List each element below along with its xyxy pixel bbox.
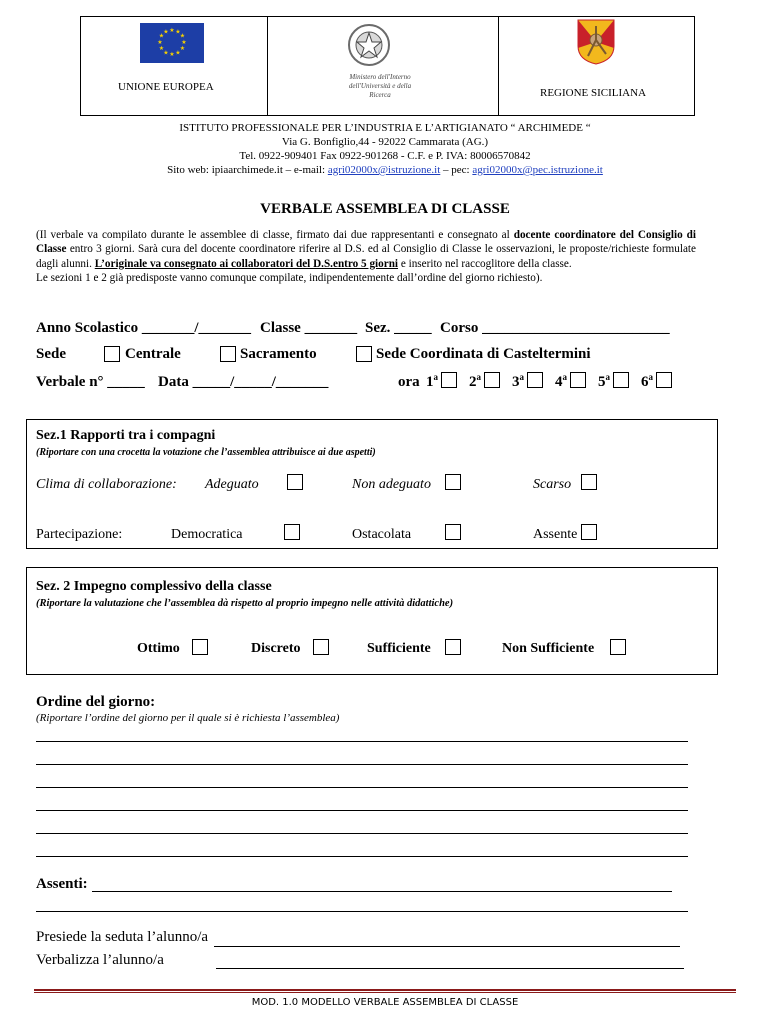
sufficiente-checkbox[interactable] xyxy=(445,639,461,655)
anno-field[interactable]: Anno Scolastico _______/_______ xyxy=(36,320,252,336)
svg-text:★: ★ xyxy=(179,45,186,52)
hour-label-2: 2 xyxy=(469,374,477,390)
email-link[interactable]: agri02000x@istruzione.it xyxy=(327,164,441,176)
scarso-label: Scarso xyxy=(533,477,572,492)
sicily-emblem-icon xyxy=(576,18,616,66)
non-adeguato-checkbox[interactable] xyxy=(445,474,461,490)
adeguato-checkbox[interactable] xyxy=(287,474,303,490)
sacramento-label: Sacramento xyxy=(240,346,317,362)
intro-text-2: entro 3 giorni. Sarà cura del docente coordinatore riferire al D.S. ed al Consiglio di Classe le osservazioni, le proposte/richieste formulate dagli alunni. xyxy=(36,243,696,270)
svg-text:★: ★ xyxy=(181,39,187,46)
assenti-line-2[interactable] xyxy=(36,911,688,912)
hour-suffix: a xyxy=(562,372,567,382)
svg-text:★: ★ xyxy=(175,49,181,57)
hour-option-6 xyxy=(641,372,672,391)
assenti-line[interactable] xyxy=(92,891,672,892)
partecipazione-label: Partecipazione: xyxy=(36,527,123,542)
ordine-line-4[interactable] xyxy=(36,810,688,811)
verbale-field[interactable]: Verbale n° _____ xyxy=(36,374,145,390)
hour-3-checkbox[interactable] xyxy=(527,372,543,388)
ottimo-checkbox[interactable] xyxy=(192,639,208,655)
ostacolata-checkbox[interactable] xyxy=(445,524,461,540)
italian-emblem-icon xyxy=(346,22,392,68)
sez1-note: (Riportare con una crocetta la votazione che l’assemblea attribuisce ai due aspetti) xyxy=(36,447,376,458)
centrale-label: Centrale xyxy=(125,346,181,362)
democratica-checkbox[interactable] xyxy=(284,524,300,540)
hour-suffix: a xyxy=(648,372,653,382)
svg-text:★: ★ xyxy=(157,39,163,46)
clima-label: Clima di collaborazione: xyxy=(36,477,177,492)
hour-label-4: 4 xyxy=(555,374,563,390)
svg-text:★: ★ xyxy=(179,32,186,40)
assenti-label: Assenti: xyxy=(36,876,88,892)
eu-label: UNIONE EUROPEA xyxy=(118,81,214,93)
sez-field[interactable]: Sez. _____ xyxy=(365,320,432,336)
intro-text-1: (Il verbale va compilato durante le assemblee di classe, firmato dai due rappresentanti e consegnato al xyxy=(36,229,514,241)
ministry-caption: Ministero dell'Interno dell'Università e della Ricerca xyxy=(348,73,412,99)
democratica-label: Democratica xyxy=(171,527,243,542)
intro-text-4: Le sezioni 1 e 2 già predisposte vanno comunque compilate, indipendentemente dall’ordine del giorno richiesto). xyxy=(36,271,543,284)
sede-label: Sede xyxy=(36,346,66,362)
ordine-line-6[interactable] xyxy=(36,856,688,857)
adeguato-label: Adeguato xyxy=(205,477,259,492)
svg-text:★: ★ xyxy=(169,51,175,58)
hour-label-1: 1 xyxy=(426,374,434,390)
discreto-label: Discreto xyxy=(251,641,301,656)
presiede-line[interactable] xyxy=(214,946,680,947)
data-field[interactable]: Data _____/_____/_______ xyxy=(158,374,329,390)
hour-2-checkbox[interactable] xyxy=(484,372,500,388)
svg-text:★: ★ xyxy=(158,45,165,52)
hour-option-2 xyxy=(469,372,500,391)
hour-suffix: a xyxy=(433,372,438,382)
non-adeguato-label: Non adeguato xyxy=(352,477,431,492)
site-text: Sito web: ipiaarchimede.it – e-mail: xyxy=(167,164,328,176)
ostacolata-label: Ostacolata xyxy=(352,527,412,542)
intro-bold-underline: L’originale va consegnato ai collaboratori del D.S.entro 5 giorni xyxy=(94,257,399,270)
ordine-line-5[interactable] xyxy=(36,833,688,834)
region-label: REGIONE SICILIANA xyxy=(540,87,647,99)
sede-coordinata-checkbox[interactable] xyxy=(356,346,372,362)
svg-text:★: ★ xyxy=(163,49,169,57)
intro-text-3: e inserito nel raccoglitore della classe. xyxy=(398,257,572,270)
verbalizza-label: Verbalizza l’alunno/a xyxy=(36,952,164,968)
non-sufficiente-label: Non Sufficiente xyxy=(502,641,595,656)
hour-suffix: a xyxy=(476,372,481,382)
hour-label-6: 6 xyxy=(641,374,649,390)
hour-suffix: a xyxy=(519,372,524,382)
institute-web xyxy=(0,163,770,177)
pec-text: – pec: xyxy=(440,164,473,176)
pec-link[interactable]: agri02000x@pec.istruzione.it xyxy=(472,164,603,176)
presiede-label: Presiede la seduta l’alunno/a xyxy=(36,929,209,945)
hour-option-4 xyxy=(555,372,586,391)
sez2-title: Sez. 2 Impegno complessivo della classe xyxy=(36,579,272,594)
ottimo-label: Ottimo xyxy=(137,641,180,656)
classe-field[interactable]: Classe _______ xyxy=(260,320,358,336)
svg-text:★: ★ xyxy=(175,28,181,36)
hour-4-checkbox[interactable] xyxy=(570,372,586,388)
assente-label: Assente xyxy=(533,527,578,542)
hour-label-3: 3 xyxy=(512,374,520,390)
ordine-note: (Riportare l’ordine del giorno per il quale si è richiesta l’assemblea) xyxy=(36,712,340,724)
hour-5-checkbox[interactable] xyxy=(613,372,629,388)
ordine-title: Ordine del giorno: xyxy=(36,694,156,710)
assente-checkbox[interactable] xyxy=(581,524,597,540)
ordine-line-3[interactable] xyxy=(36,787,688,788)
svg-text:★: ★ xyxy=(163,28,169,36)
hour-suffix: a xyxy=(605,372,610,382)
scarso-checkbox[interactable] xyxy=(581,474,597,490)
hour-option-3 xyxy=(512,372,543,391)
institute-contacts: Tel. 0922-909401 Fax 0922-901268 - C.F. e P. IVA: 80006570842 xyxy=(239,150,531,162)
sez2-note: (Riportare la valutazione che l’assemblea dà rispetto al proprio impegno nelle attività didattiche) xyxy=(36,598,454,609)
intro-bold: docente coordinatore del Consiglio di Classe xyxy=(36,229,696,256)
institute-name: ISTITUTO PROFESSIONALE PER L’INDUSTRIA E L’ARTIGIANATO “ ARCHIMEDE “ xyxy=(179,122,591,134)
corso-field[interactable]: Corso _________________________ xyxy=(440,320,670,336)
sez1-title: Sez.1 Rapporti tra i compagni xyxy=(36,428,216,443)
centrale-checkbox[interactable] xyxy=(104,346,120,362)
ordine-line-1[interactable] xyxy=(36,741,688,742)
page-title: VERBALE ASSEMBLEA DI CLASSE xyxy=(260,201,510,217)
hour-option-1 xyxy=(426,372,457,391)
institute-address: Via G. Bonfiglio,44 - 92022 Cammarata (AG.) xyxy=(281,136,489,148)
footer-rule xyxy=(34,989,736,993)
ora-label: ora xyxy=(398,374,420,390)
sacramento-checkbox[interactable] xyxy=(220,346,236,362)
sufficiente-label: Sufficiente xyxy=(367,641,431,656)
intro-paragraph xyxy=(36,228,696,285)
svg-text:★: ★ xyxy=(169,27,175,34)
verbalizza-line[interactable] xyxy=(216,968,684,969)
hour-1-checkbox[interactable] xyxy=(441,372,457,388)
hour-6-checkbox[interactable] xyxy=(656,372,672,388)
hour-label-5: 5 xyxy=(598,374,606,390)
non-sufficiente-checkbox[interactable] xyxy=(610,639,626,655)
footer-text: MOD. 1.0 MODELLO VERBALE ASSEMBLEA DI CLASSE xyxy=(251,997,519,1008)
svg-text:★: ★ xyxy=(158,32,165,40)
eu-flag-icon xyxy=(140,23,204,63)
discreto-checkbox[interactable] xyxy=(313,639,329,655)
sede-coordinata-label: Sede Coordinata di Casteltermini xyxy=(376,346,591,362)
hour-option-5 xyxy=(598,372,629,391)
ordine-line-2[interactable] xyxy=(36,764,688,765)
